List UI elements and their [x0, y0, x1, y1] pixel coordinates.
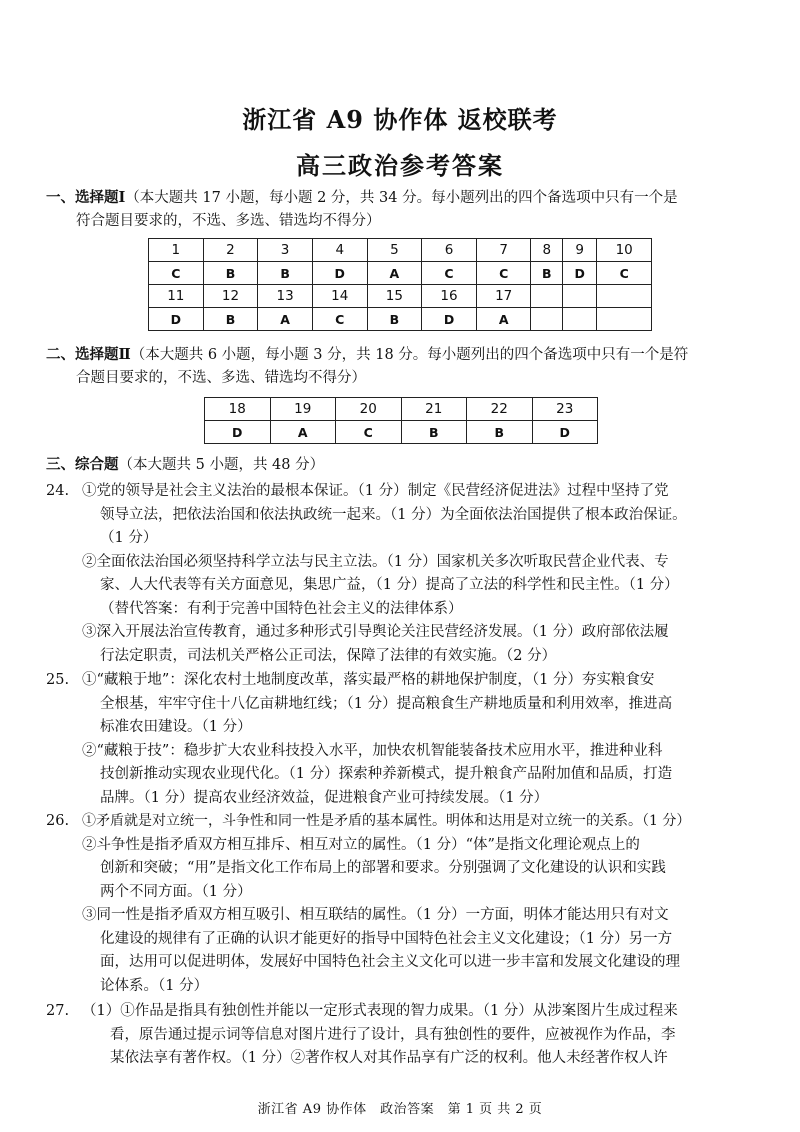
answer-line: 化建设的规律有了正确的认识才能更好的指导中国特色社会主义文化建设；（1 分）另一方	[100, 930, 673, 947]
question-number-cell	[563, 285, 597, 308]
answer-letter-cell: D	[532, 421, 598, 444]
answer-letter-cell: A	[476, 308, 531, 331]
section-2-heading: 二、选择题Ⅱ	[46, 346, 131, 363]
answer-letter-cell: C	[336, 421, 402, 444]
q26-answer	[82, 810, 762, 998]
answer-line: ①“藏粮于地”：深化农村土地制度改革，落实最严格的耕地保护制度，（1 分）夯实粮食安	[82, 672, 655, 688]
answer-line: 行法定职责，司法机关严格公正司法，保障了法律的有效实施。（2 分）	[100, 647, 557, 664]
answer-line: 领导立法，把依法治国和依法执政统一起来。（1 分）为全面依法治国提供了根本政治保证。	[100, 506, 687, 523]
section-3-heading: 三、综合题	[46, 456, 119, 473]
question-number-cell: 6	[422, 239, 477, 262]
q24-number: 24.	[46, 483, 70, 499]
question-number-cell: 9	[563, 239, 597, 262]
question-number-cell: 15	[367, 285, 422, 308]
question-number-cell: 12	[203, 285, 258, 308]
question-number-cell: 4	[312, 239, 367, 262]
question-number-cell: 14	[312, 285, 367, 308]
answer-letter-row	[205, 421, 598, 444]
question-number-cell: 10	[597, 239, 652, 262]
answer-letter-cell: C	[149, 262, 204, 285]
question-number-cell	[531, 285, 563, 308]
answer-line: ③同一性是指矛盾双方相互吸引、相互联结的属性。（1 分）一方面，明体才能达用只有对文	[82, 907, 669, 923]
question-number-row	[149, 239, 652, 262]
question-number-cell: 23	[532, 398, 598, 421]
answer-letter-cell: D	[149, 308, 204, 331]
answer-letter-cell: A	[258, 308, 313, 331]
question-number-cell	[597, 285, 652, 308]
section-1-desc-line1: （本大题共 17 小题，每小题 2 分，共 34 分。每小题列出的四个备选项中只有一个是	[125, 190, 678, 206]
page-footer: 浙江省 A9 协作体 政治答案 第 1 页 共 2 页	[257, 1102, 543, 1117]
answer-line: ②全面依法治国必须坚持科学立法与民主立法。（1 分）国家机关多次听取民营企业代表、专	[82, 553, 669, 570]
section-3-desc: （本大题共 5 小题，共 48 分）	[118, 457, 325, 473]
section-2-desc-line1: （本大题共 6 小题，每小题 3 分，共 18 分。每小题列出的四个备选项中只有一个是符	[130, 347, 689, 363]
answer-line: （替代答案：有利于完善中国特色社会主义的法律体系）	[100, 600, 463, 617]
answer-line: 看，原告通过提示词等信息对图片进行了设计，具有独创性的要件，应被视作为作品，李	[110, 1026, 676, 1043]
q25-answer	[82, 669, 762, 810]
answer-letter-cell	[597, 308, 652, 331]
section-2-answer-table	[204, 397, 598, 444]
q25-number: 25.	[46, 672, 70, 688]
section-2-intro	[46, 343, 758, 390]
question-number-cell: 11	[149, 285, 204, 308]
q27-answer	[82, 1000, 762, 1071]
answer-letter-cell: D	[312, 262, 367, 285]
answer-line: ①矛盾就是对立统一，斗争性和同一性是矛盾的基本属性。明体和达用是对立统一的关系。（1 分）	[82, 813, 691, 829]
answer-letter-cell: B	[203, 262, 258, 285]
answer-letter-cell: A	[367, 262, 422, 285]
question-number-cell: 13	[258, 285, 313, 308]
question-number-cell: 18	[205, 398, 271, 421]
q26-number: 26.	[46, 813, 70, 829]
answer-line: 某依法享有著作权。（1 分）②著作权人对其作品享有广泛的权利。他人未经著作权人许	[110, 1050, 668, 1066]
question-number-row	[205, 398, 598, 421]
question-number-cell: 7	[476, 239, 531, 262]
answer-letter-cell: B	[401, 421, 467, 444]
question-number-cell: 19	[270, 398, 336, 421]
section-2-desc-line2: 合题目要求的，不选、多选、错选均不得分）	[76, 370, 366, 386]
answer-letter-row	[149, 262, 652, 285]
answer-letter-cell: D	[563, 262, 597, 285]
q27-number: 27.	[46, 1003, 70, 1019]
answer-letter-cell: A	[270, 421, 336, 444]
answer-letter-cell: B	[531, 262, 563, 285]
section-1-desc-line2: 符合题目要求的，不选、多选、错选均不得分）	[76, 213, 381, 229]
question-number-cell: 16	[422, 285, 477, 308]
question-number-cell: 20	[336, 398, 402, 421]
question-number-cell: 2	[203, 239, 258, 262]
answer-line: 面，达用可以促进明体，发展好中国特色社会主义文化可以进一步丰富和发展文化建设的理	[100, 954, 680, 970]
answer-letter-cell: C	[422, 262, 477, 285]
section-1-heading: 一、选择题Ⅰ	[46, 189, 126, 206]
answer-line: 家、人大代表等有关方面意见，集思广益，（1 分）提高了立法的科学性和民主性。（1 分）	[100, 577, 679, 593]
section-1-intro	[46, 186, 758, 233]
q24-answer	[82, 480, 762, 668]
answer-line: ③深入开展法治宣传教育，通过多种形式引导舆论关注民营经济发展。（1 分）政府部依法履	[82, 624, 669, 640]
answer-line: 技创新推动实现农业现代化。（1 分）探索种养新模式，提升粮食产品附加值和品质，打造	[100, 766, 673, 782]
answer-line: 全根基，牢牢守住十八亿亩耕地红线；（1 分）提高粮食生产耕地质量和利用效率，推进高	[100, 695, 673, 712]
page-title: 浙江省 A9 协作体 返校联考	[242, 105, 558, 134]
answer-letter-cell: D	[422, 308, 477, 331]
answer-line: ②斗争性是指矛盾双方相互排斥、相互对立的属性。（1 分）“体”是指文化理论观点上的	[82, 836, 640, 853]
question-number-row	[149, 285, 652, 308]
answer-line: 两个不同方面。（1 分）	[100, 883, 252, 900]
answer-letter-cell: B	[203, 308, 258, 331]
answer-line: ①党的领导是社会主义法治的最根本保证。（1 分）制定《民营经济促进法》过程中坚持了党	[82, 483, 669, 499]
question-number-cell: 22	[467, 398, 533, 421]
answer-letter-cell: D	[205, 421, 271, 444]
question-number-cell: 21	[401, 398, 467, 421]
section-3-intro	[46, 453, 758, 477]
answer-line: （1 分）	[100, 530, 158, 546]
question-number-cell: 3	[258, 239, 313, 262]
answer-letter-cell: B	[367, 308, 422, 331]
answer-line: 品牌。（1 分）提高农业经济效益，促进粮食产业可持续发展。（1 分）	[100, 789, 549, 806]
answer-letter-cell: C	[597, 262, 652, 285]
answer-line: 论体系。（1 分）	[100, 977, 209, 994]
section-1-answer-table	[148, 238, 652, 331]
answer-line: 标准农田建设。（1 分）	[100, 719, 252, 735]
answer-letter-cell: B	[258, 262, 313, 285]
answer-line: （1）①作品是指具有独创性并能以一定形式表现的智力成果。（1 分）从涉案图片生成过程来	[82, 1003, 678, 1019]
answer-letter-row	[149, 308, 652, 331]
answer-line: ②“藏粮于技”：稳步扩大农业科技投入水平，加快农机智能装备技术应用水平，推进种业科	[82, 742, 663, 759]
question-number-cell: 8	[531, 239, 563, 262]
question-number-cell: 1	[149, 239, 204, 262]
answer-line: 创新和突破；“用”是指文化工作布局上的部署和要求。分别强调了文化建设的认识和实践	[100, 860, 666, 876]
answer-letter-cell	[531, 308, 563, 331]
question-number-cell: 17	[476, 285, 531, 308]
answer-letter-cell: C	[476, 262, 531, 285]
page-subtitle: 高三政治参考答案	[296, 151, 504, 180]
answer-letter-cell: B	[467, 421, 533, 444]
question-number-cell: 5	[367, 239, 422, 262]
answer-letter-cell: C	[312, 308, 367, 331]
answer-letter-cell	[563, 308, 597, 331]
